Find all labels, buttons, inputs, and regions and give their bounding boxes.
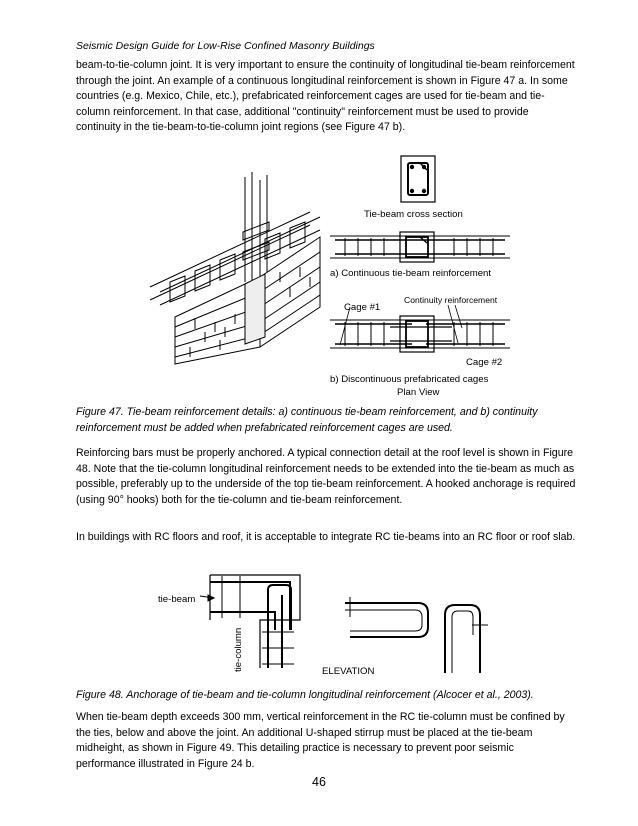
label-discontinuous-cages: b) Discontinuous prefabricated cages bbox=[330, 374, 489, 385]
paragraph-4: When tie-beam depth exceeds 300 mm, vertical reinforcement in the RC tie-column must be confined by the ties, below and above the joint. An additional U-shaped stirrup must be placed at the tie-beam midheight, as shown in Figure 49. This detailing practice is necessary to prevent poor seismic performance illustrated in Figure 24 b. bbox=[76, 711, 565, 770]
running-header: Seismic Design Guide for Low-Rise Confined Masonry Buildings bbox=[76, 40, 375, 52]
page-number: 46 bbox=[312, 775, 326, 789]
tie-beam-cross-section-drawing bbox=[400, 155, 440, 205]
figure-48-elevation-drawing bbox=[340, 595, 490, 675]
figure-48-anchorage-drawing bbox=[200, 570, 320, 670]
label-cage-2: Cage #2 bbox=[466, 357, 503, 368]
paragraph-2: Reinforcing bars must be properly anchored. A typical connection detail at the roof level is shown in Figure 48. Note that the tie-column longitudinal reinforcement needs to be extended into the tie-beam as much as possible, preferably up to the underside of the top tie-beam reinforcement. A hooked anchorage is required (using 90° hooks) both for the tie-column and tie-beam reinforcement. bbox=[76, 447, 576, 506]
label-plan-view: Plan View bbox=[397, 387, 440, 398]
label-tie-column: tie-column bbox=[233, 627, 244, 672]
continuous-reinforcement-plan bbox=[330, 228, 510, 268]
paragraph-3: In buildings with RC floors and roof, it is acceptable to integrate RC tie-beams into an RC floor or roof slab. bbox=[76, 531, 576, 543]
figure-47-caption: Figure 47. Tie-beam reinforcement details: a) continuous tie-beam reinforcement, and b) continuity reinforcement must be added when prefabricated reinforcement cages are used. bbox=[76, 406, 538, 434]
label-tie-beam: tie-beam bbox=[158, 594, 196, 605]
label-tie-beam-cross-section: Tie-beam cross section bbox=[364, 209, 463, 220]
label-continuity-reinforcement: Continuity reinforcement bbox=[404, 295, 498, 305]
figure-47-isometric-sketch bbox=[140, 172, 340, 372]
label-continuous-reinforcement: a) Continuous tie-beam reinforcement bbox=[330, 268, 492, 279]
discontinuous-cages-plan bbox=[330, 305, 510, 355]
label-cage-1: Cage #1 bbox=[344, 302, 381, 313]
paragraph-1: beam-to-tie-column joint. It is very important to ensure the continuity of longitudinal tie-beam reinforcement through the joint. An example of a continuous longitudinal reinforcement is shown in Figure 47 a. In some countries (e.g. Mexico, Chile, etc.), prefabricated reinforcement cages are used for tie-beam and tie-column reinforcement. In that case, additional "continuity" reinforcement must be used to provide continuity in the tie-beam-to-tie-column joint regions (see Figure 47 b). bbox=[76, 59, 575, 133]
label-elevation: ELEVATION bbox=[322, 666, 375, 677]
figure-48-caption: Figure 48. Anchorage of tie-beam and tie-column longitudinal reinforcement (Alcocer et al., 2003). bbox=[76, 689, 534, 701]
